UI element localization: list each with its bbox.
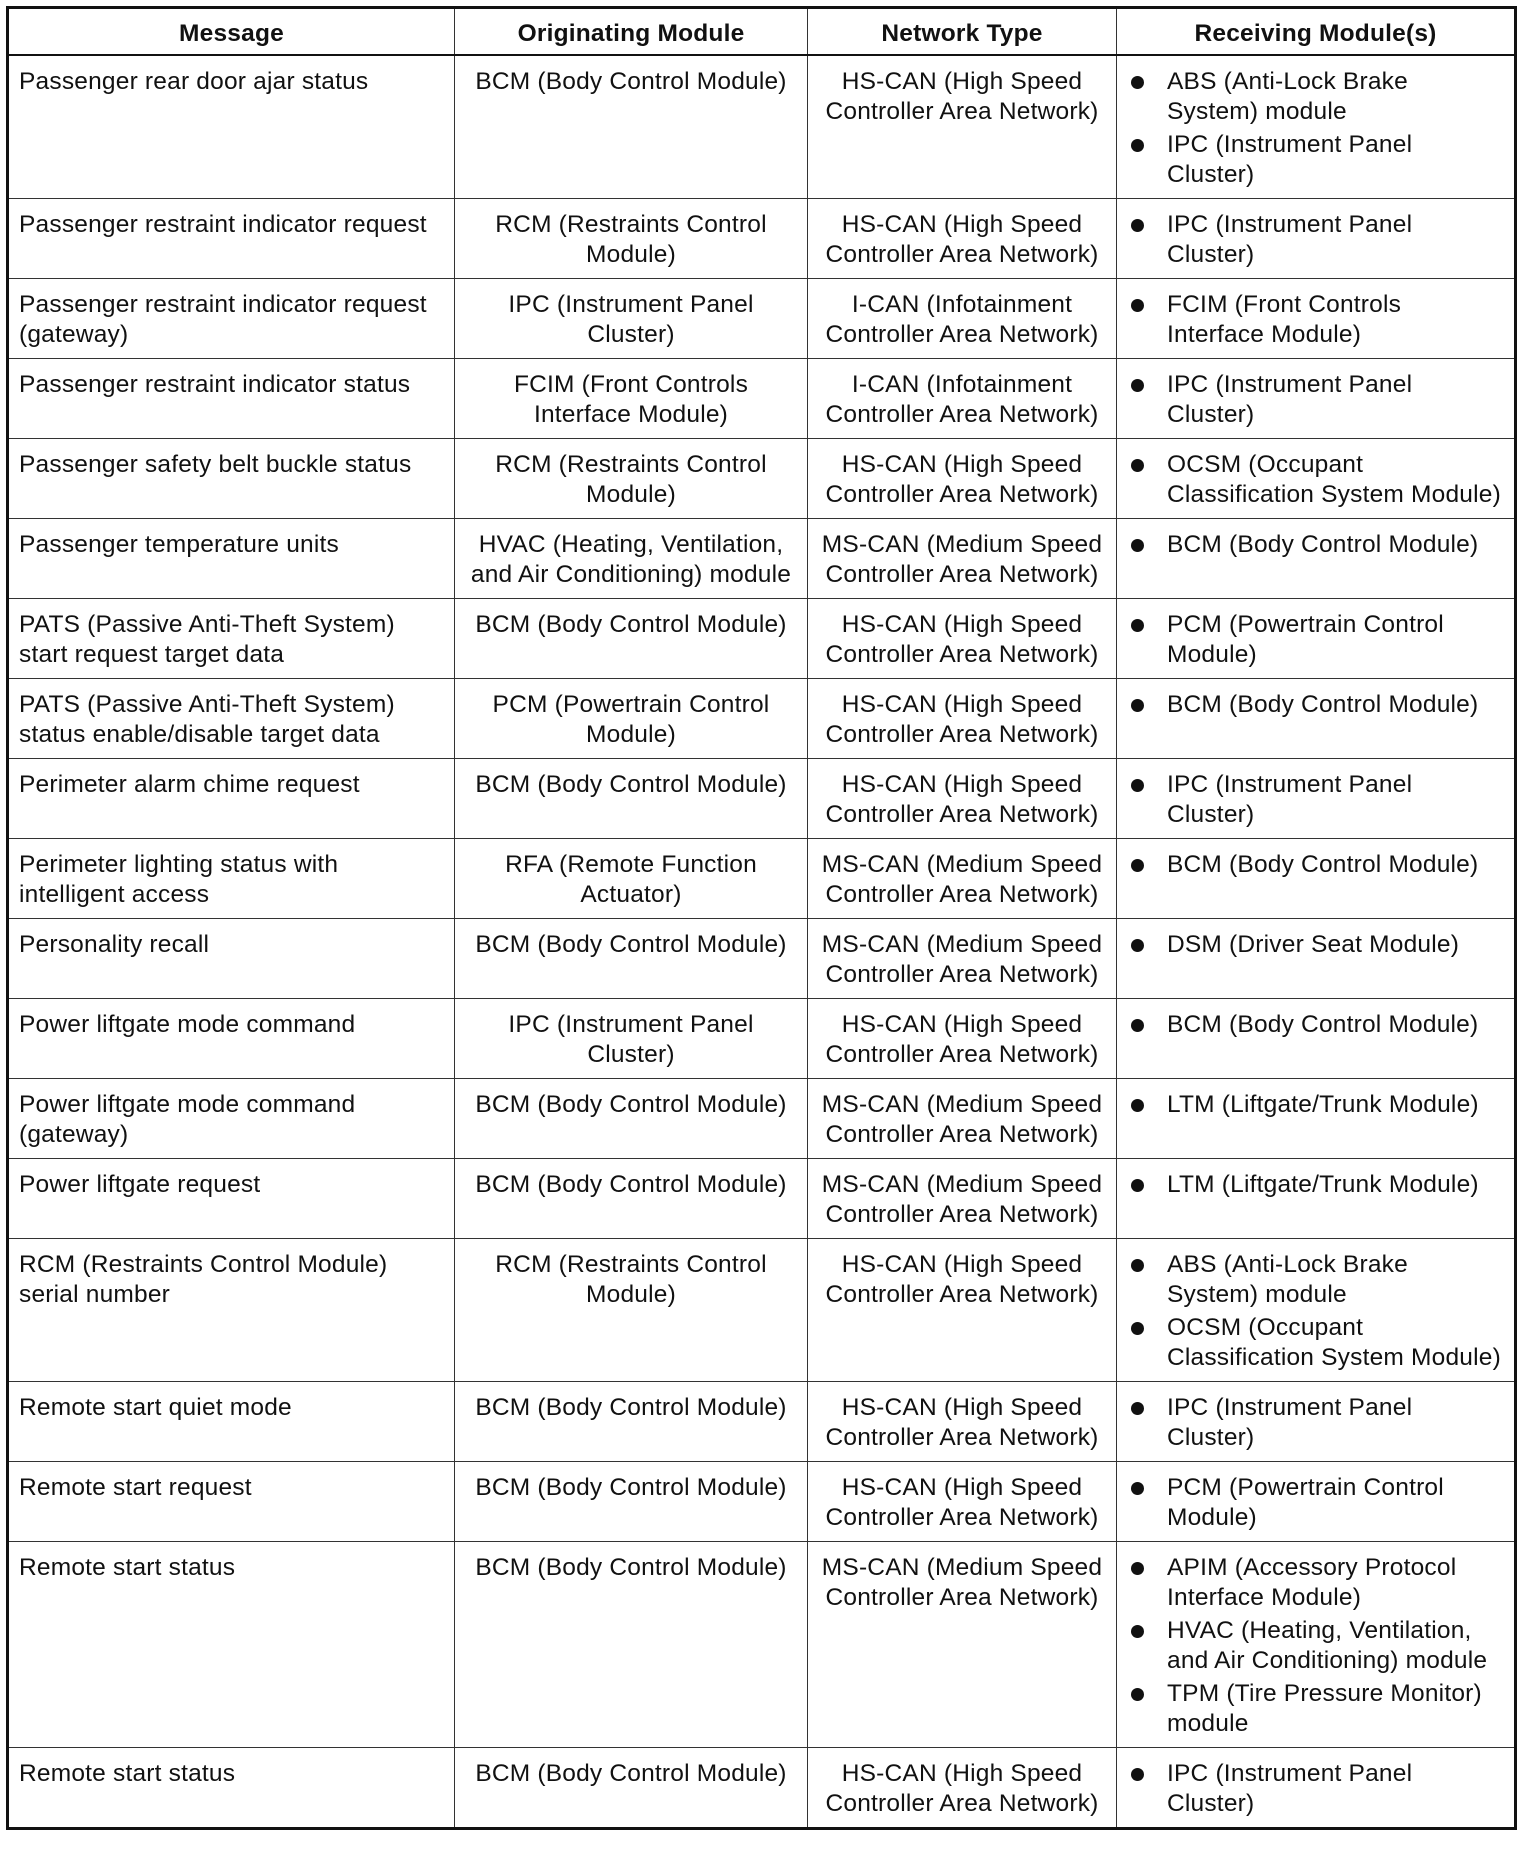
cell-originating-module: IPC (Instrument Panel Cluster) — [455, 999, 808, 1079]
cell-network-type: HS-CAN (High Speed Controller Area Network) — [808, 1462, 1117, 1542]
cell-network-type: HS-CAN (High Speed Controller Area Network) — [808, 1382, 1117, 1462]
receiving-module-item — [1127, 690, 1504, 720]
receiving-module-label: ABS (Anti-Lock Brake System) module — [1167, 68, 1408, 125]
receiving-module-item — [1127, 290, 1504, 350]
receiving-module-label: PCM (Powertrain Control Module) — [1167, 611, 1444, 668]
bullet-icon — [1131, 1688, 1144, 1701]
receiving-module-item — [1127, 1553, 1504, 1613]
cell-network-type: HS-CAN (High Speed Controller Area Network) — [808, 439, 1117, 519]
receiving-module-label: BCM (Body Control Module) — [1167, 1011, 1479, 1038]
receiving-module-item — [1127, 1010, 1504, 1040]
receiving-module-item — [1127, 1313, 1504, 1373]
receiving-module-label: OCSM (Occupant Classification System Module) — [1167, 451, 1501, 508]
cell-receiving-modules — [1117, 1159, 1516, 1239]
bullet-icon — [1131, 1625, 1144, 1638]
receiving-module-item — [1127, 450, 1504, 510]
receiving-module-label: IPC (Instrument Panel Cluster) — [1167, 1394, 1413, 1451]
receiving-module-item — [1127, 1393, 1504, 1453]
bullet-icon — [1131, 1562, 1144, 1575]
table-header — [8, 8, 1516, 56]
cell-receiving-modules — [1117, 999, 1516, 1079]
header-row — [8, 8, 1516, 56]
cell-network-type: I-CAN (Infotainment Controller Area Network) — [808, 279, 1117, 359]
cell-originating-module: HVAC (Heating, Ventilation, and Air Conditioning) module — [455, 519, 808, 599]
bullet-icon — [1131, 76, 1144, 89]
table-row — [8, 1382, 1516, 1462]
header-message: Message — [8, 8, 455, 56]
receiving-module-item — [1127, 1473, 1504, 1533]
cell-network-type: MS-CAN (Medium Speed Controller Area Network) — [808, 519, 1117, 599]
receiving-module-list — [1127, 450, 1504, 510]
cell-message: RCM (Restraints Control Module) serial number — [8, 1239, 455, 1382]
bullet-icon — [1131, 1322, 1144, 1335]
cell-network-type: HS-CAN (High Speed Controller Area Network) — [808, 1748, 1117, 1829]
cell-message: Remote start status — [8, 1748, 455, 1829]
bullet-icon — [1131, 1099, 1144, 1112]
bullet-icon — [1131, 379, 1144, 392]
receiving-module-item — [1127, 370, 1504, 430]
cell-network-type: HS-CAN (High Speed Controller Area Network) — [808, 759, 1117, 839]
receiving-module-list — [1127, 370, 1504, 430]
bullet-icon — [1131, 779, 1144, 792]
bullet-icon — [1131, 1019, 1144, 1032]
receiving-module-list — [1127, 930, 1504, 960]
cell-originating-module: BCM (Body Control Module) — [455, 55, 808, 199]
cell-originating-module: FCIM (Front Controls Interface Module) — [455, 359, 808, 439]
cell-message: Perimeter lighting status with intelligent access — [8, 839, 455, 919]
receiving-module-label: IPC (Instrument Panel Cluster) — [1167, 211, 1413, 268]
receiving-module-item — [1127, 770, 1504, 830]
table-row — [8, 55, 1516, 199]
cell-network-type: I-CAN (Infotainment Controller Area Network) — [808, 359, 1117, 439]
cell-receiving-modules — [1117, 55, 1516, 199]
cell-message: Passenger temperature units — [8, 519, 455, 599]
receiving-module-item — [1127, 210, 1504, 270]
table-row — [8, 359, 1516, 439]
cell-network-type: HS-CAN (High Speed Controller Area Network) — [808, 55, 1117, 199]
receiving-module-item — [1127, 610, 1504, 670]
receiving-module-list — [1127, 1759, 1504, 1819]
cell-network-type: HS-CAN (High Speed Controller Area Network) — [808, 599, 1117, 679]
cell-message: Remote start status — [8, 1542, 455, 1748]
cell-receiving-modules — [1117, 759, 1516, 839]
receiving-module-list — [1127, 770, 1504, 830]
receiving-module-label: IPC (Instrument Panel Cluster) — [1167, 771, 1413, 828]
cell-network-type: HS-CAN (High Speed Controller Area Network) — [808, 999, 1117, 1079]
bullet-icon — [1131, 619, 1144, 632]
table-row — [8, 679, 1516, 759]
receiving-module-label: IPC (Instrument Panel Cluster) — [1167, 371, 1413, 428]
receiving-module-item — [1127, 1170, 1504, 1200]
cell-originating-module: RCM (Restraints Control Module) — [455, 439, 808, 519]
cell-message: Passenger safety belt buckle status — [8, 439, 455, 519]
receiving-module-label: PCM (Powertrain Control Module) — [1167, 1474, 1444, 1531]
receiving-module-label: DSM (Driver Seat Module) — [1167, 931, 1460, 958]
cell-message: Power liftgate mode command — [8, 999, 455, 1079]
receiving-module-list — [1127, 210, 1504, 270]
cell-originating-module: BCM (Body Control Module) — [455, 1462, 808, 1542]
cell-originating-module: BCM (Body Control Module) — [455, 919, 808, 999]
receiving-module-list — [1127, 290, 1504, 350]
header-originating-module: Originating Module — [455, 8, 808, 56]
cell-originating-module: BCM (Body Control Module) — [455, 1542, 808, 1748]
cell-receiving-modules — [1117, 599, 1516, 679]
table-row — [8, 999, 1516, 1079]
cell-receiving-modules — [1117, 839, 1516, 919]
receiving-module-list — [1127, 1250, 1504, 1373]
receiving-module-item — [1127, 1759, 1504, 1819]
bullet-icon — [1131, 139, 1144, 152]
cell-receiving-modules — [1117, 919, 1516, 999]
cell-receiving-modules — [1117, 1239, 1516, 1382]
table-row — [8, 279, 1516, 359]
table-row — [8, 1748, 1516, 1829]
table-row — [8, 1159, 1516, 1239]
receiving-module-label: LTM (Liftgate/Trunk Module) — [1167, 1091, 1479, 1118]
receiving-module-item — [1127, 130, 1504, 190]
bullet-icon — [1131, 1768, 1144, 1781]
cell-originating-module: RCM (Restraints Control Module) — [455, 1239, 808, 1382]
cell-network-type: MS-CAN (Medium Speed Controller Area Network) — [808, 839, 1117, 919]
message-table — [6, 6, 1517, 1830]
table-row — [8, 839, 1516, 919]
cell-network-type: MS-CAN (Medium Speed Controller Area Network) — [808, 1542, 1117, 1748]
cell-originating-module: BCM (Body Control Module) — [455, 1382, 808, 1462]
cell-originating-module: BCM (Body Control Module) — [455, 759, 808, 839]
receiving-module-label: TPM (Tire Pressure Monitor) module — [1167, 1680, 1482, 1737]
cell-message: Perimeter alarm chime request — [8, 759, 455, 839]
cell-receiving-modules — [1117, 199, 1516, 279]
cell-message: Personality recall — [8, 919, 455, 999]
cell-network-type: HS-CAN (High Speed Controller Area Network) — [808, 1239, 1117, 1382]
bullet-icon — [1131, 219, 1144, 232]
receiving-module-label: ABS (Anti-Lock Brake System) module — [1167, 1251, 1408, 1308]
cell-receiving-modules — [1117, 679, 1516, 759]
cell-network-type: MS-CAN (Medium Speed Controller Area Network) — [808, 1079, 1117, 1159]
cell-receiving-modules — [1117, 1542, 1516, 1748]
receiving-module-label: OCSM (Occupant Classification System Module) — [1167, 1314, 1501, 1371]
cell-receiving-modules — [1117, 1079, 1516, 1159]
cell-message: Remote start quiet mode — [8, 1382, 455, 1462]
receiving-module-item — [1127, 930, 1504, 960]
cell-network-type: HS-CAN (High Speed Controller Area Network) — [808, 679, 1117, 759]
receiving-module-list — [1127, 1553, 1504, 1739]
bullet-icon — [1131, 1402, 1144, 1415]
cell-originating-module: RCM (Restraints Control Module) — [455, 199, 808, 279]
receiving-module-item — [1127, 1679, 1504, 1739]
receiving-module-list — [1127, 1473, 1504, 1533]
cell-receiving-modules — [1117, 519, 1516, 599]
cell-message: Passenger restraint indicator status — [8, 359, 455, 439]
cell-receiving-modules — [1117, 359, 1516, 439]
receiving-module-label: APIM (Accessory Protocol Interface Module) — [1167, 1554, 1457, 1611]
cell-originating-module: IPC (Instrument Panel Cluster) — [455, 279, 808, 359]
receiving-module-label: BCM (Body Control Module) — [1167, 691, 1479, 718]
cell-receiving-modules — [1117, 439, 1516, 519]
receiving-module-label: IPC (Instrument Panel Cluster) — [1167, 1760, 1413, 1817]
receiving-module-list — [1127, 690, 1504, 720]
cell-originating-module: BCM (Body Control Module) — [455, 599, 808, 679]
cell-message: Passenger restraint indicator request — [8, 199, 455, 279]
cell-receiving-modules — [1117, 1382, 1516, 1462]
cell-message: PATS (Passive Anti-Theft System) start request target data — [8, 599, 455, 679]
bullet-icon — [1131, 1259, 1144, 1272]
receiving-module-item — [1127, 1090, 1504, 1120]
bullet-icon — [1131, 299, 1144, 312]
table-body — [8, 55, 1516, 1829]
receiving-module-list — [1127, 67, 1504, 190]
bullet-icon — [1131, 1482, 1144, 1495]
table-row — [8, 759, 1516, 839]
receiving-module-item — [1127, 850, 1504, 880]
cell-network-type: MS-CAN (Medium Speed Controller Area Network) — [808, 1159, 1117, 1239]
receiving-module-item — [1127, 1616, 1504, 1676]
cell-originating-module: BCM (Body Control Module) — [455, 1748, 808, 1829]
receiving-module-label: HVAC (Heating, Ventilation, and Air Conditioning) module — [1167, 1617, 1488, 1674]
cell-receiving-modules — [1117, 1462, 1516, 1542]
table-row — [8, 1542, 1516, 1748]
receiving-module-label: FCIM (Front Controls Interface Module) — [1167, 291, 1402, 348]
table-row — [8, 439, 1516, 519]
bullet-icon — [1131, 1179, 1144, 1192]
receiving-module-list — [1127, 1090, 1504, 1120]
receiving-module-label: IPC (Instrument Panel Cluster) — [1167, 131, 1413, 188]
receiving-module-item — [1127, 530, 1504, 560]
cell-message: Power liftgate mode command (gateway) — [8, 1079, 455, 1159]
bullet-icon — [1131, 459, 1144, 472]
bullet-icon — [1131, 539, 1144, 552]
table-row — [8, 199, 1516, 279]
cell-message: Passenger rear door ajar status — [8, 55, 455, 199]
cell-message: Remote start request — [8, 1462, 455, 1542]
cell-receiving-modules — [1117, 1748, 1516, 1829]
cell-network-type: HS-CAN (High Speed Controller Area Network) — [808, 199, 1117, 279]
cell-originating-module: RFA (Remote Function Actuator) — [455, 839, 808, 919]
table-row — [8, 1079, 1516, 1159]
receiving-module-list — [1127, 850, 1504, 880]
receiving-module-list — [1127, 610, 1504, 670]
bullet-icon — [1131, 939, 1144, 952]
receiving-module-list — [1127, 1170, 1504, 1200]
table-row — [8, 599, 1516, 679]
receiving-module-item — [1127, 67, 1504, 127]
cell-network-type: MS-CAN (Medium Speed Controller Area Network) — [808, 919, 1117, 999]
cell-originating-module: PCM (Powertrain Control Module) — [455, 679, 808, 759]
header-network-type: Network Type — [808, 8, 1117, 56]
bullet-icon — [1131, 859, 1144, 872]
receiving-module-list — [1127, 1010, 1504, 1040]
bullet-icon — [1131, 699, 1144, 712]
cell-originating-module: BCM (Body Control Module) — [455, 1079, 808, 1159]
header-receiving-modules: Receiving Module(s) — [1117, 8, 1516, 56]
table-row — [8, 1462, 1516, 1542]
receiving-module-label: BCM (Body Control Module) — [1167, 531, 1479, 558]
cell-message: Power liftgate request — [8, 1159, 455, 1239]
receiving-module-list — [1127, 1393, 1504, 1453]
cell-originating-module: BCM (Body Control Module) — [455, 1159, 808, 1239]
table-row — [8, 1239, 1516, 1382]
table-row — [8, 919, 1516, 999]
cell-receiving-modules — [1117, 279, 1516, 359]
receiving-module-label: LTM (Liftgate/Trunk Module) — [1167, 1171, 1479, 1198]
receiving-module-list — [1127, 530, 1504, 560]
receiving-module-item — [1127, 1250, 1504, 1310]
table-row — [8, 519, 1516, 599]
cell-message: Passenger restraint indicator request (gateway) — [8, 279, 455, 359]
cell-message: PATS (Passive Anti-Theft System) status enable/disable target data — [8, 679, 455, 759]
receiving-module-label: BCM (Body Control Module) — [1167, 851, 1479, 878]
